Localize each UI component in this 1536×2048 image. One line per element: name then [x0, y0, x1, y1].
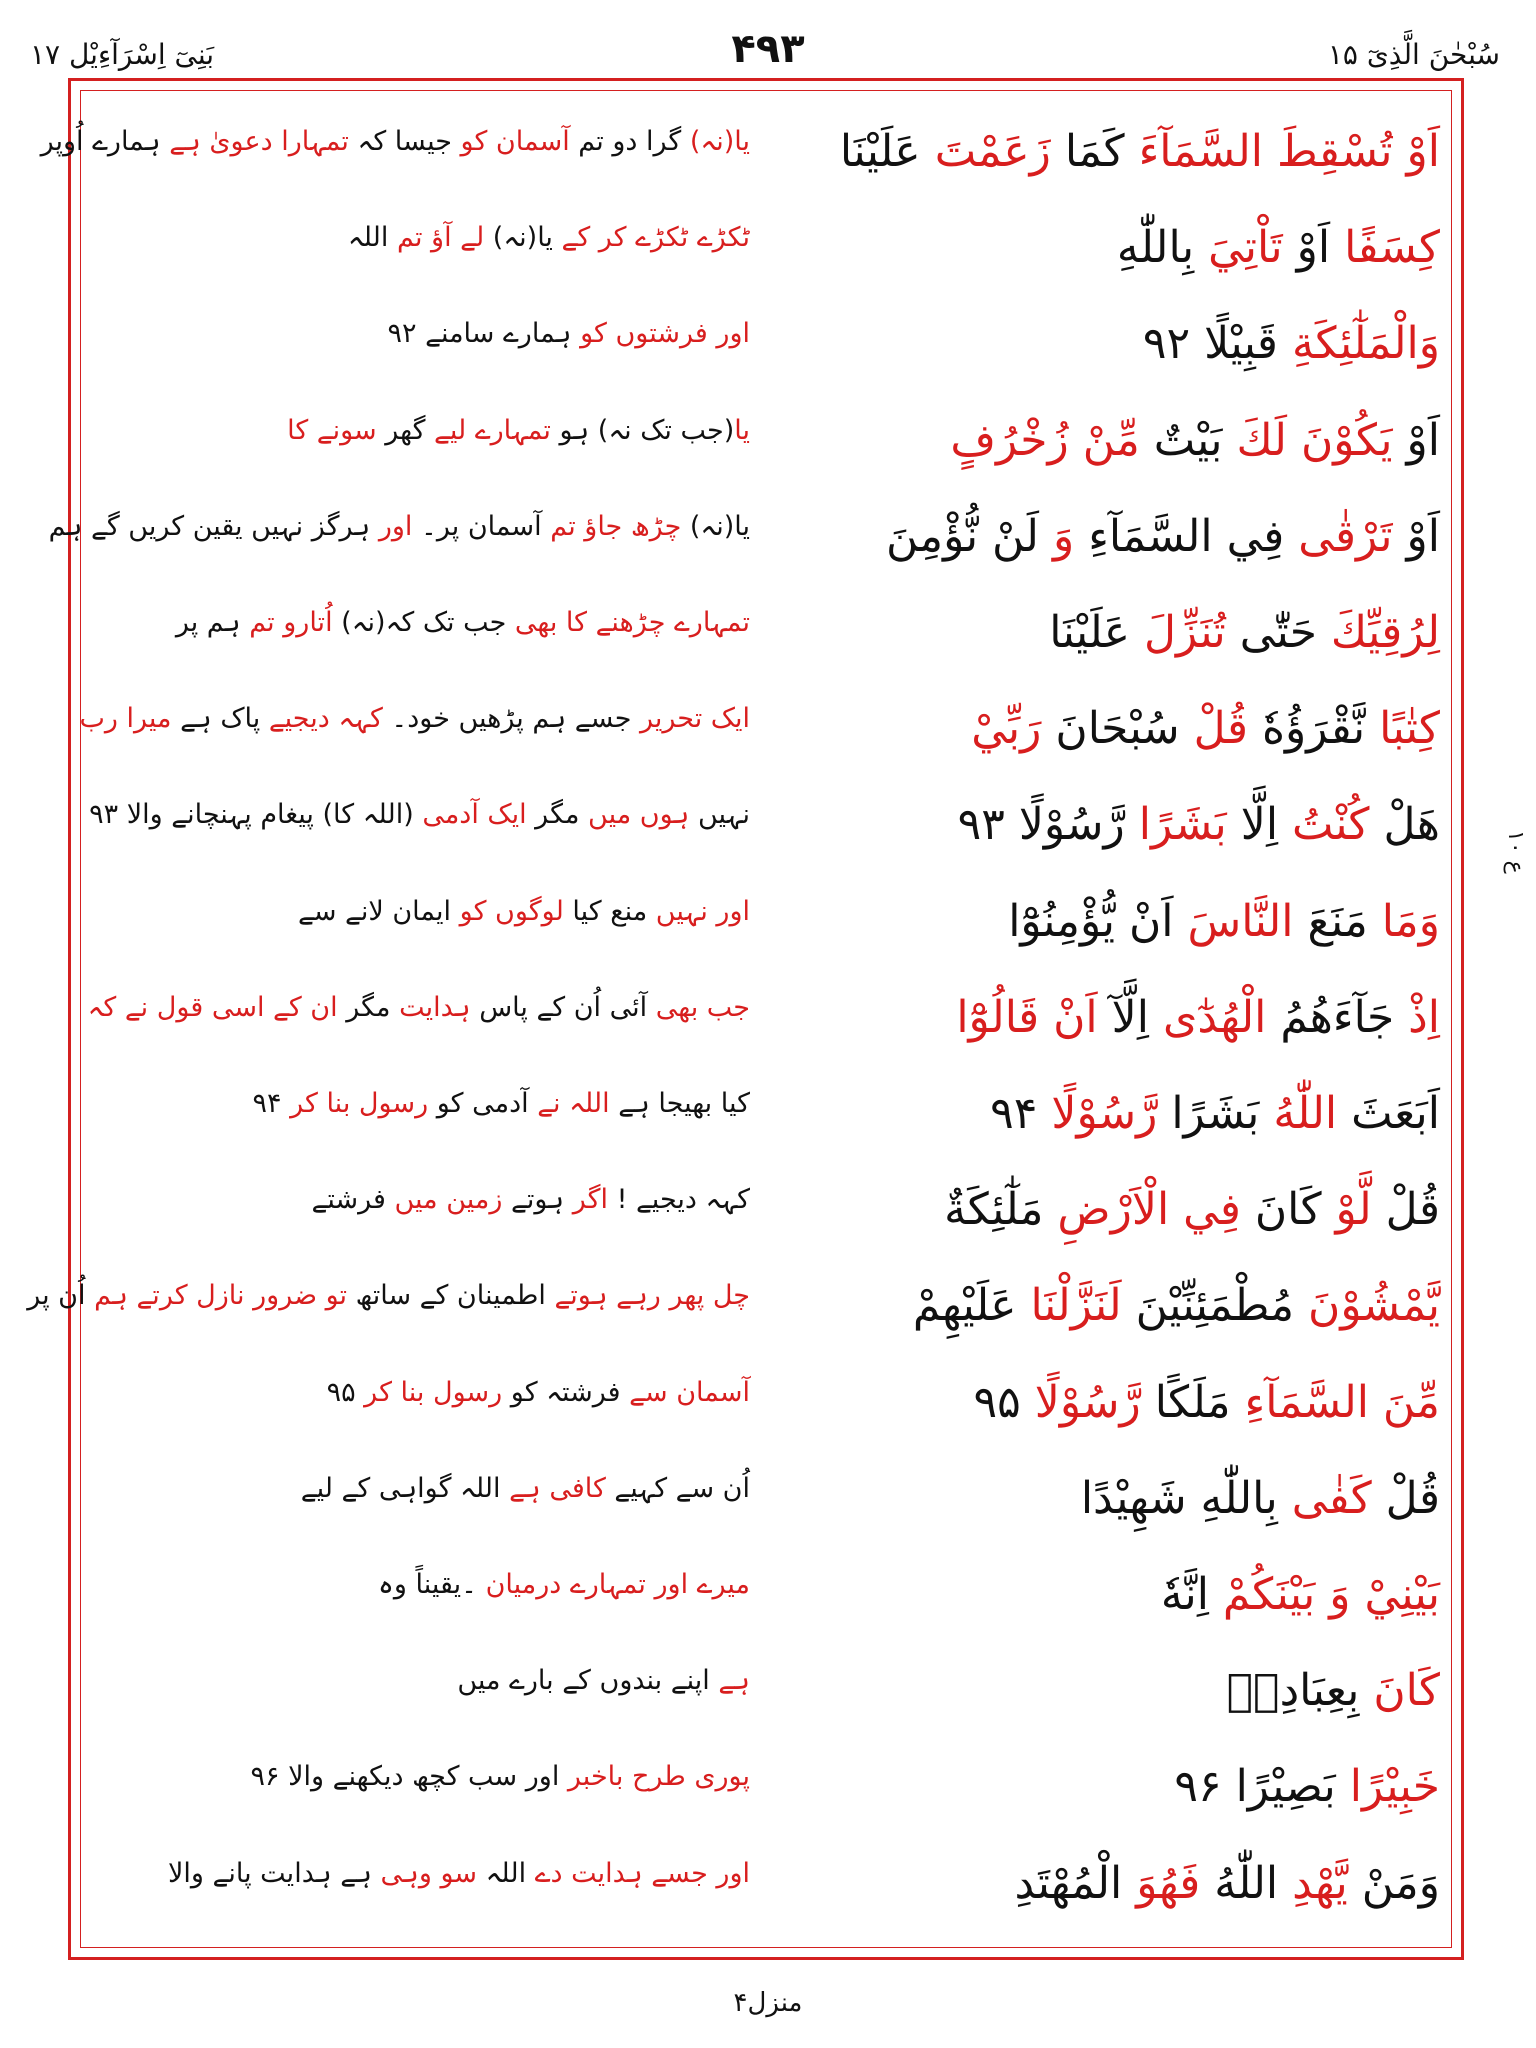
arabic-verse-line-segment: اَوْ	[1392, 414, 1440, 466]
arabic-verse-line-segment: الْهُدٰٓى	[1162, 991, 1267, 1043]
arabic-verse-line	[790, 1844, 1440, 1924]
arabic-verse-line-segment: سُبْحَانَ	[1041, 703, 1194, 755]
arabic-verse-line-segment: كِسَفًا	[1344, 222, 1440, 274]
arabic-verse-line	[790, 689, 1440, 769]
urdu-line-segment: زمین میں	[394, 1184, 503, 1216]
arabic-verse-line	[790, 1074, 1440, 1154]
arabic-verse-line-segment: مَلَكًا	[1140, 1376, 1245, 1428]
urdu-line-segment: جب بھی	[655, 991, 750, 1023]
urdu-line-segment: اور فرشتوں کو	[580, 318, 750, 350]
arabic-verse-line-segment: تَرْقٰى	[1298, 510, 1393, 562]
urdu-line	[100, 401, 750, 461]
arabic-verse-line-segment: كَمَا	[1050, 126, 1139, 177]
urdu-line-segment: ہمارے اُوپر	[40, 126, 170, 157]
arabic-verse-line-segment: بِعِبَادِهٖ	[1226, 1665, 1374, 1717]
urdu-line-segment: میرا رب	[79, 703, 172, 735]
urdu-line-segment: ہوتے	[502, 1184, 573, 1216]
arabic-verse-line-segment: وَالْمَلٰٓئِكَةِ	[1291, 318, 1440, 370]
arabic-verse-line	[790, 1170, 1440, 1250]
arabic-verse-line	[790, 882, 1440, 962]
arabic-verse-line-segment: لَّوْ	[1335, 1184, 1372, 1236]
arabic-verse-line-segment: خَبِيْرًا	[1349, 1761, 1440, 1813]
urdu-line-segment: سو وہی	[380, 1857, 478, 1889]
urdu-line-segment: ایک آدمی	[422, 799, 527, 831]
urdu-line	[100, 1074, 750, 1134]
arabic-verse-line-segment: ۹۴	[990, 1088, 1052, 1139]
urdu-line-segment: کافی ہے	[509, 1472, 606, 1504]
arabic-verse-line	[790, 1363, 1440, 1443]
urdu-line	[40, 112, 750, 172]
urdu-line-segment: پوری طرح باخبر	[567, 1761, 750, 1793]
urdu-line-segment: آسمان سے	[629, 1376, 750, 1408]
arabic-verse-line-segment: اِذْ	[1408, 991, 1440, 1043]
urdu-line-segment: نہیں	[689, 799, 750, 831]
urdu-line-segment: اور نہیں	[655, 895, 750, 927]
urdu-line	[100, 1363, 750, 1423]
arabic-verse-line-segment: كُنْتُ	[1292, 799, 1370, 851]
urdu-line	[100, 1170, 750, 1230]
arabic-verse-line-segment: قُلْ	[1371, 1472, 1440, 1524]
urdu-line-segment: آدمی کو	[428, 1088, 538, 1119]
urdu-line-segment: یا(نہ)	[681, 510, 750, 542]
urdu-line-segment: ہدایت دے	[534, 1857, 643, 1889]
urdu-line-segment: اُتارو تم	[249, 607, 333, 638]
urdu-line-segment: ہے ہدایت پانے والا	[167, 1857, 381, 1889]
header-surah-name: بَنِیٓ اِسْرَآءِیْل ۱۷	[30, 38, 215, 71]
arabic-text-column	[790, 100, 1440, 1940]
arabic-verse-line-segment: جَآءَهُمُ	[1266, 991, 1409, 1043]
urdu-line-segment: اور جسے	[651, 1857, 750, 1889]
urdu-line-segment: تو ضرور نازل کرتے ہم	[94, 1280, 348, 1312]
arabic-verse-line-segment: تَاْتِيَ	[1208, 222, 1283, 274]
urdu-line-segment: ایمان لانے سے	[298, 895, 460, 927]
urdu-line-segment: رسول بنا کر	[364, 1376, 503, 1408]
arabic-verse-line-segment: مُطْمَئِنِّيْنَ	[1121, 1280, 1309, 1332]
urdu-line-segment: آسمان کو	[460, 126, 570, 157]
urdu-line	[89, 785, 750, 845]
urdu-line-segment: یا(نہ)	[484, 222, 562, 254]
urdu-line-segment: ایک تحریر	[639, 703, 750, 735]
urdu-line-segment: اور	[378, 510, 413, 542]
urdu-translation-column	[27, 100, 750, 1940]
arabic-verse-line-segment: وَمَنْ	[1347, 1857, 1440, 1909]
urdu-line-segment: ہمارے سامنے ۹۲	[387, 318, 581, 350]
urdu-line-segment: مگر	[526, 799, 589, 831]
arabic-verse-line-segment: لِرُقِيِّكَ	[1330, 607, 1440, 658]
arabic-verse-line-segment: مِّنَ السَّمَآءِ	[1244, 1376, 1440, 1428]
urdu-line-segment: کہہ دیجیے	[268, 703, 383, 735]
header-para-name: سُبْحٰنَ الَّذِیٓ ۱۵	[1327, 38, 1500, 71]
urdu-line-segment: ہے	[718, 1665, 750, 1697]
urdu-line	[100, 304, 750, 364]
arabic-verse-line-segment: نَّقْرَؤُهٗ	[1248, 703, 1380, 755]
urdu-line	[100, 208, 750, 268]
urdu-line-segment: ٹکڑے ٹکڑے کر کے	[561, 222, 750, 254]
urdu-line-segment: آسمان پر۔	[412, 510, 551, 542]
urdu-line-segment: (جب تک نہ) ہو	[550, 414, 735, 446]
arabic-verse-line-segment: النَّاسَ	[1187, 895, 1294, 947]
urdu-line-segment: ہم پر	[175, 607, 250, 638]
urdu-line-segment: اطمینان کے ساتھ	[347, 1280, 555, 1312]
urdu-line-segment: اللہ نے	[537, 1088, 610, 1119]
urdu-line-segment: اُن پر	[27, 1280, 95, 1312]
urdu-line-segment: ۔یقیناً وہ	[378, 1569, 486, 1600]
urdu-line-segment: ان کے اسی قول نے کہ	[87, 991, 338, 1023]
urdu-line-segment: فرشتے	[311, 1184, 395, 1216]
arabic-verse-line-segment: اَنْ قَالُوْٓا	[956, 991, 1098, 1043]
urdu-line-segment: فرشتہ کو	[502, 1376, 630, 1408]
arabic-verse-line-segment: اَبَعَثَ	[1337, 1088, 1440, 1139]
urdu-line-segment: جیسا کہ	[348, 126, 461, 157]
arabic-verse-line-segment: بَشَرًا	[1138, 799, 1227, 851]
urdu-line-segment: جسے ہم پڑھیں خود۔	[382, 703, 640, 735]
arabic-verse-line-segment: اَوْ	[1282, 222, 1345, 274]
arabic-verse-line	[790, 1747, 1440, 1827]
arabic-verse-line-segment: كَانَ	[1240, 1184, 1336, 1236]
urdu-line	[79, 689, 750, 749]
arabic-verse-line-segment: اِلَّآ	[1097, 991, 1163, 1043]
urdu-line-segment: تمہارے لیے	[434, 414, 551, 446]
urdu-line-segment: جب تک کہ(نہ)	[332, 607, 515, 638]
urdu-line	[100, 593, 750, 653]
arabic-verse-line	[790, 785, 1440, 865]
urdu-line-segment: اللہ	[477, 1857, 535, 1889]
arabic-verse-line-segment: يَّهْدِ	[1292, 1857, 1348, 1909]
arabic-verse-line-segment: مَلٰٓئِكَةٌ	[944, 1184, 1058, 1236]
urdu-line-segment: ہرگز نہیں یقین کریں گے ہم	[48, 510, 379, 542]
urdu-line-segment: آئی اُن کے پاس	[470, 991, 656, 1023]
arabic-verse-line-segment: مِّنْ زُخْرُفٍ	[950, 414, 1140, 466]
arabic-verse-line-segment: تُنَزِّلَ	[1144, 607, 1226, 658]
arabic-verse-line	[790, 1459, 1440, 1539]
arabic-verse-line-segment: اللّٰهُ	[1273, 1088, 1338, 1139]
urdu-line-segment: اللہ گواہی کے لیے	[300, 1472, 510, 1504]
arabic-verse-line-segment: يَكُوْنَ لَكَ	[1236, 414, 1393, 466]
arabic-verse-line	[790, 401, 1440, 481]
arabic-verse-line-segment: فَهُوَ	[1136, 1857, 1201, 1909]
urdu-line-segment: ۹۵	[326, 1376, 365, 1408]
urdu-line-segment: (اللہ کا) پیغام پہنچانے والا ۹۳	[89, 799, 423, 831]
urdu-line-segment: رسول بنا کر	[290, 1088, 429, 1119]
urdu-line-segment: ہدایت	[399, 991, 471, 1023]
arabic-verse-line-segment: رَبِّيْ	[971, 703, 1042, 755]
arabic-verse-line-segment: ۹۵	[973, 1376, 1035, 1428]
arabic-verse-line-segment: كِتٰبًا	[1379, 703, 1440, 755]
urdu-line-segment: اللہ	[347, 222, 397, 254]
urdu-line-segment: پاک ہے	[171, 703, 269, 735]
arabic-verse-line	[790, 1651, 1440, 1731]
urdu-line-segment: اور سب کچھ دیکھنے والا ۹۶	[250, 1761, 568, 1793]
urdu-line	[100, 882, 750, 942]
arabic-verse-line-segment: كَانَ	[1373, 1665, 1440, 1717]
arabic-verse-line-segment: اِنَّهٗ	[1160, 1569, 1223, 1620]
arabic-verse-line	[790, 112, 1440, 192]
urdu-line-segment: لے آؤ تم	[396, 222, 485, 254]
urdu-line-segment: ۹۴	[252, 1088, 291, 1119]
arabic-verse-line-segment: قُلْ	[1371, 1184, 1440, 1236]
arabic-verse-line-segment: الْمُهْتَدِ	[1014, 1857, 1137, 1909]
arabic-verse-line-segment: اللّٰهُ	[1200, 1857, 1293, 1909]
ruku-marker: ع ۱۰	[1503, 830, 1528, 874]
arabic-verse-line-segment: فِي الْاَرْضِ	[1057, 1184, 1241, 1236]
urdu-line-segment: گھر	[376, 414, 435, 446]
urdu-line-segment: گرا دو تم	[569, 126, 690, 157]
urdu-line-segment: کہہ دیجیے !	[607, 1184, 750, 1216]
arabic-verse-line-segment: رَّسُوْلًا	[1034, 1376, 1141, 1428]
urdu-line-segment: سونے کا	[287, 414, 377, 446]
arabic-verse-line-segment: حَتّٰى	[1225, 607, 1331, 658]
urdu-line-segment: مگر	[337, 991, 400, 1023]
arabic-verse-line-segment: بَيْنِيْ وَ بَيْنَكُمْ	[1222, 1569, 1440, 1620]
arabic-verse-line-segment: عَلَيْنَا	[839, 126, 935, 177]
arabic-verse-line	[790, 1266, 1440, 1346]
urdu-line-segment: تمہارا دعویٰ ہے	[169, 126, 349, 157]
urdu-line-segment: اپنے بندوں کے بارے میں	[457, 1665, 719, 1697]
arabic-verse-line-segment: لَنْ نُّؤْمِنَ	[886, 510, 1053, 562]
arabic-verse-line-segment: اَنْ يُّؤْمِنُوْٓا	[1008, 895, 1188, 947]
urdu-line-segment: اُن سے کہیے	[605, 1472, 750, 1504]
manzil-footer: منزل۴	[733, 1988, 803, 2018]
urdu-line-segment: لوگوں کو	[459, 895, 564, 927]
arabic-verse-line-segment: زَعَمْتَ	[934, 126, 1051, 177]
arabic-verse-line-segment: رَّسُوْلًا	[1051, 1088, 1158, 1139]
urdu-line	[27, 1266, 750, 1326]
arabic-verse-line-segment: اَوْ تُسْقِطَ	[1263, 126, 1440, 177]
arabic-verse-line-segment: بَيْتٌ	[1139, 414, 1237, 466]
arabic-verse-line-segment: بَشَرًا	[1157, 1088, 1274, 1139]
urdu-line-segment: یا(نہ)	[689, 126, 750, 157]
arabic-verse-line	[790, 593, 1440, 673]
arabic-verse-line	[790, 208, 1440, 288]
urdu-line-segment: چل پھر رہے ہوتے	[554, 1280, 750, 1312]
urdu-line-segment: تمہارے چڑھنے کا بھی	[514, 607, 750, 638]
arabic-verse-line-segment: رَّسُوْلًا ۹۳	[957, 799, 1139, 851]
urdu-line-segment: منع کیا	[563, 895, 656, 927]
arabic-verse-line-segment: فِي السَّمَآءِ	[1074, 510, 1299, 562]
urdu-line	[100, 1459, 750, 1519]
arabic-verse-line-segment: بَصِيْرًا ۹۶	[1174, 1761, 1350, 1813]
arabic-verse-line-segment: عَلَيْهِمْ	[912, 1280, 1031, 1332]
arabic-verse-line-segment: هَلْ	[1369, 799, 1440, 851]
arabic-verse-line-segment: وَ	[1052, 510, 1075, 562]
arabic-verse-line-segment: وَمَا	[1381, 895, 1440, 947]
arabic-verse-line-segment: مَنَعَ	[1293, 895, 1382, 947]
urdu-line-segment	[643, 1858, 652, 1889]
urdu-line	[100, 1651, 750, 1711]
urdu-line-segment: یا	[734, 414, 750, 446]
arabic-verse-line	[790, 497, 1440, 577]
urdu-line	[100, 1747, 750, 1807]
arabic-verse-line-segment: اَوْ	[1392, 510, 1440, 562]
urdu-line-segment: کیا بھیجا ہے	[609, 1088, 750, 1119]
arabic-verse-line-segment: بِاللّٰهِ شَهِيْدًا	[1080, 1472, 1292, 1524]
page-number: ۴۹۳	[731, 26, 805, 72]
arabic-verse-line-segment: قُلْ	[1193, 703, 1249, 755]
urdu-line-segment: ہوں میں	[588, 799, 690, 831]
urdu-line	[48, 497, 750, 557]
arabic-verse-line-segment: بِاللّٰهِ	[1116, 222, 1209, 274]
urdu-line-segment: اگر	[572, 1184, 608, 1216]
arabic-verse-line-segment: يَّمْشُوْنَ	[1308, 1280, 1440, 1332]
arabic-verse-line-segment: كَفٰى	[1291, 1472, 1372, 1524]
arabic-verse-line-segment: لَنَزَّلْنَا	[1030, 1280, 1122, 1332]
urdu-line	[100, 1555, 750, 1615]
arabic-verse-line	[790, 304, 1440, 384]
arabic-verse-line-segment: السَّمَآءَ	[1138, 126, 1264, 177]
urdu-line	[100, 1844, 750, 1904]
urdu-line-segment: میرے اور تمہارے درمیان	[485, 1569, 750, 1600]
arabic-verse-line-segment: اِلَّا	[1226, 799, 1293, 851]
urdu-line-segment: چڑھ جاؤ تم	[550, 510, 682, 542]
arabic-verse-line-segment: عَلَيْنَا	[1049, 607, 1145, 658]
arabic-verse-line-segment: قَبِيْلًا ۹۲	[1142, 318, 1292, 370]
arabic-verse-line	[790, 978, 1440, 1058]
urdu-line	[87, 978, 750, 1038]
arabic-verse-line	[790, 1555, 1440, 1635]
